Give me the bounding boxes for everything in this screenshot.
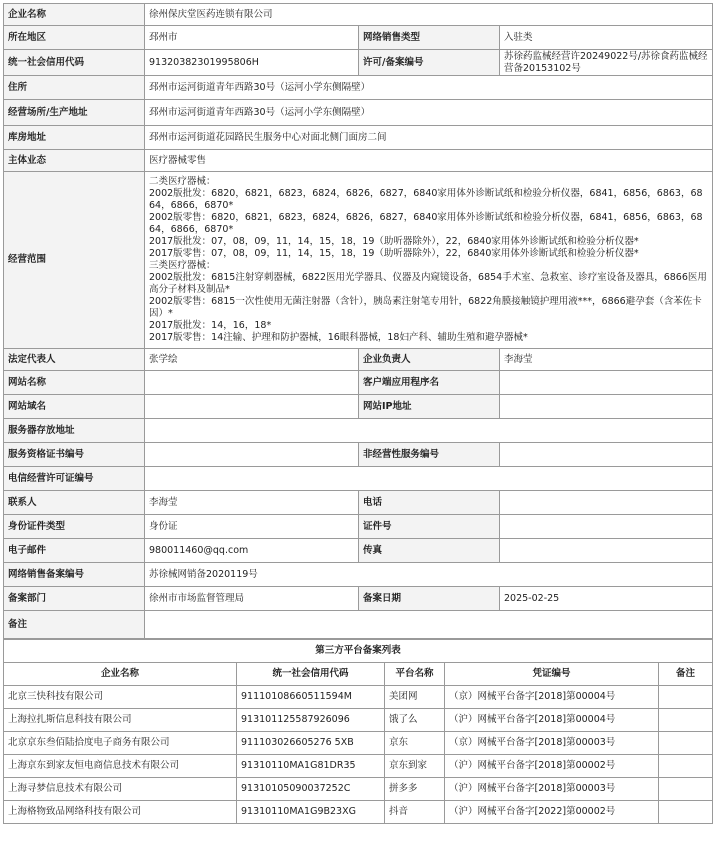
field-value <box>145 467 713 491</box>
field-value: 邳州市运河街道青年西路30号（运河小学东侧隔壁） <box>145 100 713 126</box>
field-value: 91320382301995806H <box>145 50 359 76</box>
table-cell: 91110108660511594M <box>237 686 385 709</box>
field-label: 联系人 <box>4 491 145 515</box>
info-row <box>4 563 713 587</box>
field-label: 所在地区 <box>4 26 145 50</box>
table-cell: 京东到家 <box>385 755 445 778</box>
field-label: 备案日期 <box>359 587 500 611</box>
record-page <box>3 3 712 824</box>
table-row <box>4 732 713 755</box>
field-label: 身份证件类型 <box>4 515 145 539</box>
table-cell: 91310110MA1G9B23XG <box>237 801 385 824</box>
field-value: 医疗器械零售 <box>145 150 713 172</box>
field-value <box>500 395 713 419</box>
table-cell <box>659 755 713 778</box>
table-cell: （沪）网械平台备字[2018]第00004号 <box>445 709 659 732</box>
info-row <box>4 611 713 639</box>
table-row <box>4 801 713 824</box>
table-row <box>4 709 713 732</box>
field-label: 网络销售类型 <box>359 26 500 50</box>
field-label: 网络销售备案编号 <box>4 563 145 587</box>
column-header: 备注 <box>659 663 713 686</box>
field-value <box>145 443 359 467</box>
table-cell <box>659 732 713 755</box>
field-value: 入驻类 <box>500 26 713 50</box>
table-cell: 91310110MA1G81DR35 <box>237 755 385 778</box>
info-row <box>4 26 713 50</box>
field-value <box>145 395 359 419</box>
field-label: 备注 <box>4 611 145 639</box>
table-cell <box>659 801 713 824</box>
table-cell: 拼多多 <box>385 778 445 801</box>
field-label: 服务器存放地址 <box>4 419 145 443</box>
info-row <box>4 76 713 100</box>
field-value <box>500 371 713 395</box>
field-label: 电子邮件 <box>4 539 145 563</box>
column-header: 平台名称 <box>385 663 445 686</box>
table-cell: 上海拉扎斯信息科技有限公司 <box>4 709 237 732</box>
info-row <box>4 539 713 563</box>
section-title: 第三方平台备案列表 <box>4 640 713 663</box>
header-row <box>4 663 713 686</box>
field-value: 身份证 <box>145 515 359 539</box>
table-cell: （沪）网械平台备字[2018]第00003号 <box>445 778 659 801</box>
info-row <box>4 395 713 419</box>
field-value <box>145 371 359 395</box>
table-cell: 京东 <box>385 732 445 755</box>
table-cell <box>659 709 713 732</box>
field-label: 网站域名 <box>4 395 145 419</box>
field-label: 经营范围 <box>4 172 145 349</box>
table-row <box>4 778 713 801</box>
table-row <box>4 686 713 709</box>
field-label: 库房地址 <box>4 126 145 150</box>
field-value: 李海莹 <box>500 349 713 371</box>
table-cell: （沪）网械平台备字[2018]第00002号 <box>445 755 659 778</box>
section-title-row <box>4 640 713 663</box>
table-cell <box>659 778 713 801</box>
info-row <box>4 4 713 26</box>
field-value: 徐州保庆堂医药连锁有限公司 <box>145 4 713 26</box>
field-label: 非经营性服务编号 <box>359 443 500 467</box>
table-cell: （京）网械平台备字[2018]第00004号 <box>445 686 659 709</box>
field-label: 企业负责人 <box>359 349 500 371</box>
field-label: 法定代表人 <box>4 349 145 371</box>
field-value: 邳州市运河街道花园路民生服务中心对面北侧门面房二间 <box>145 126 713 150</box>
third-party-table <box>3 639 713 824</box>
field-label: 电信经营许可证编号 <box>4 467 145 491</box>
field-label: 经营场所/生产地址 <box>4 100 145 126</box>
field-value <box>145 419 713 443</box>
info-row <box>4 419 713 443</box>
field-label: 网站IP地址 <box>359 395 500 419</box>
info-row <box>4 371 713 395</box>
table-cell: （沪）网械平台备字[2022]第00002号 <box>445 801 659 824</box>
field-value <box>500 443 713 467</box>
field-label: 统一社会信用代码 <box>4 50 145 76</box>
info-row <box>4 491 713 515</box>
table-cell: 北京京东叁佰陆拾度电子商务有限公司 <box>4 732 237 755</box>
field-value: 李海莹 <box>145 491 359 515</box>
field-label: 主体业态 <box>4 150 145 172</box>
info-row <box>4 150 713 172</box>
field-label: 许可/备案编号 <box>359 50 500 76</box>
field-label: 证件号 <box>359 515 500 539</box>
field-value <box>500 539 713 563</box>
table-cell: （京）网械平台备字[2018]第00003号 <box>445 732 659 755</box>
field-value: 苏徐械网销备2020119号 <box>145 563 713 587</box>
table-cell: 北京三快科技有限公司 <box>4 686 237 709</box>
table-cell: 美团网 <box>385 686 445 709</box>
field-label: 住所 <box>4 76 145 100</box>
info-row <box>4 587 713 611</box>
field-value: 2025-02-25 <box>500 587 713 611</box>
table-cell: 911103026605276 5XB <box>237 732 385 755</box>
field-value: 邳州市 <box>145 26 359 50</box>
column-header: 凭证编号 <box>445 663 659 686</box>
business-scope-text: 二类医疗器械： 2002版批发：6820，6821，6823，6824，6826，6827，6840家用体外诊断试纸和检验分析仪器，6841，6856，6863，6864，6866，6870* 2002版零售：6820，6821，6823，6824，6826，6827，6840家用体外诊断试纸和检验分析仪器，6841，6856，6863，6864，6866，6870* 2017版批发：07，08，09，11，14，15，18，19（助听器除外），22，6840家用体外诊断试纸和检验分析仪器* 2017版零售：07，08，09，11，14，15，18，19（助听器除外），22，6840家用体外诊断试纸和检验分析仪器* 三类医疗器械： 2002版批发：6815注射穿刺器械，6822医用光学器具、仪器及内窥镜设备，6854手术室、急救室、诊疗室设备及器具，6866医用高分子材料及制品* 2002版零售：6815一次性使用无菌注射器（含针），胰岛素注射笔专用针，6822角膜接触镜护理用液***，6866避孕套（含苯佐卡因）* 2017版批发：14，16，18* 2017版零售：14注输、护理和防护器械，16眼科器械，18妇产科、辅助生殖和避孕器械* <box>145 172 713 349</box>
field-value: 980011460@qq.com <box>145 539 359 563</box>
field-value: 张学绘 <box>145 349 359 371</box>
table-cell: 抖音 <box>385 801 445 824</box>
scope-row <box>4 172 713 349</box>
field-label: 服务资格证书编号 <box>4 443 145 467</box>
field-label: 传真 <box>359 539 500 563</box>
info-row <box>4 126 713 150</box>
field-value: 邳州市运河街道青年西路30号（运河小学东侧隔壁） <box>145 76 713 100</box>
table-cell: 上海京东到家友恒电商信息技术有限公司 <box>4 755 237 778</box>
info-row <box>4 50 713 76</box>
info-row <box>4 467 713 491</box>
enterprise-info-table <box>3 3 713 639</box>
column-header: 统一社会信用代码 <box>237 663 385 686</box>
field-label: 企业名称 <box>4 4 145 26</box>
field-value <box>500 515 713 539</box>
field-label: 网站名称 <box>4 371 145 395</box>
info-row <box>4 515 713 539</box>
field-value <box>145 611 713 639</box>
table-cell: 上海寻梦信息技术有限公司 <box>4 778 237 801</box>
column-header: 企业名称 <box>4 663 237 686</box>
field-value <box>500 491 713 515</box>
field-label: 电话 <box>359 491 500 515</box>
info-row <box>4 349 713 371</box>
field-value: 徐州市市场监督管理局 <box>145 587 359 611</box>
table-cell: 91310105090037252C <box>237 778 385 801</box>
table-cell: 上海格物致品网络科技有限公司 <box>4 801 237 824</box>
field-label: 客户端应用程序名 <box>359 371 500 395</box>
info-row <box>4 100 713 126</box>
table-row <box>4 755 713 778</box>
table-cell: 饿了么 <box>385 709 445 732</box>
info-row <box>4 443 713 467</box>
table-cell <box>659 686 713 709</box>
field-label: 备案部门 <box>4 587 145 611</box>
table-cell: 913101125587926096 <box>237 709 385 732</box>
field-value: 苏徐药监械经营许20249022号/苏徐食药监械经营备20153102号 <box>500 50 713 76</box>
